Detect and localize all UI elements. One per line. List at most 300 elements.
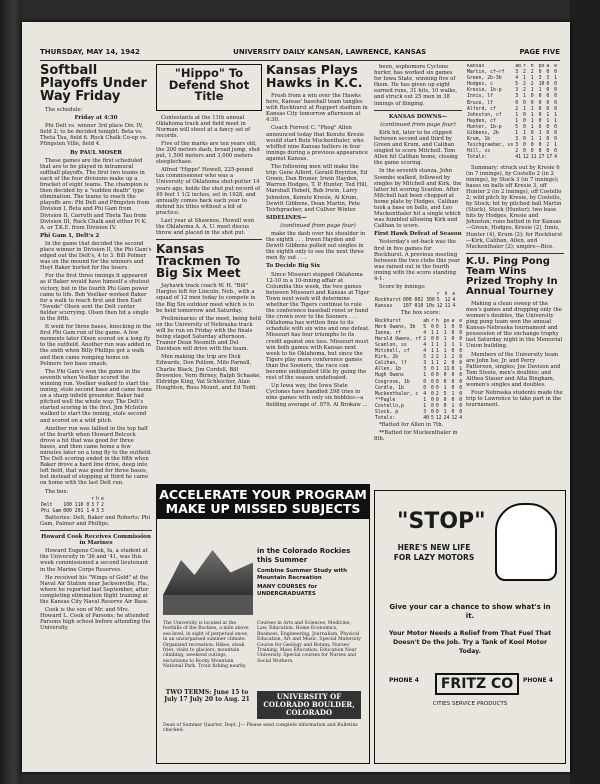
table-cell: 1 (443, 385, 447, 391)
table-cell: 0 (554, 100, 558, 106)
table-cell: 0 (523, 149, 526, 155)
table-cell: 11 (443, 367, 450, 373)
table-cell: 1 (538, 137, 542, 143)
table-cell: Herb Owens, 3b (375, 324, 416, 330)
text: The following men will make the trip: Gene Alford, Gerald Boynton, Ed Green, Dan Bruner, Irwin Hayden, Warren Hodges, T. P. Hunter, Ted Hill, Marshall Hobelt, Bob Irwin, Larry Johnston, Kenute Kresie, Al Krum, Dewitt Gibbens, Dean Martin, Pete Teichgraeber, and Cullver Winter. (266, 164, 368, 213)
table-cell: 1 (554, 143, 558, 149)
table-cell: 0 (431, 409, 434, 415)
table-cell: 0 (554, 124, 558, 130)
table-cell: 1 (431, 361, 434, 367)
text: Up Iowa way, the Iowa State Cyclones have handled 298 tries in nine games with only six bobbles—a fielding average of .979. Al Brokaw ... (266, 383, 368, 408)
table-cell: 4 (459, 416, 462, 422)
table-cell: 1 (554, 112, 558, 118)
table-cell: 1 (530, 106, 534, 112)
subhead: Phi Gam 1, Delt's 2 (40, 232, 100, 239)
ad-relief: Your Motor Needs a Relief from That Fuel That Doesn't Do the Job. Try a Tank of Kool Motor Today. (388, 630, 552, 655)
table-cell: Totals: (375, 416, 396, 422)
table-cell: 12 (523, 155, 529, 161)
text: Alfred "Hippo" Howell, 225-pound tax commissioner who was a University of Oklahoma shot-putter 14 years ago, holds the shot put record of 49 feet 1 1/2 inches, set in 1928, and annually comes back each year to defend his titles without a bit of practice. (156, 167, 261, 216)
table-cell: 0 (459, 336, 462, 342)
table-cell: Mitchell, cf (375, 349, 410, 355)
table-cell: Costello,p (375, 403, 404, 409)
text: He received his "Wings of Gold" at the Naval Air Station near Jacksonville, Fla., where he reported last September, after completing elimination flight training at the Kansas City Naval Reserve Air Base. (40, 574, 150, 606)
table-cell: 0 (431, 367, 434, 373)
table-cell: 0 (423, 385, 427, 391)
table-cell: 1 (443, 330, 447, 336)
table-cell: 24 (443, 416, 450, 422)
table-row: Kansas 107 010 10x 12 11 4 (375, 304, 456, 310)
book-spine (0, 0, 22, 784)
table-cell: Allen, 1b (375, 367, 401, 373)
table-cell: 41 (515, 155, 521, 161)
table-cell: 17 (546, 155, 553, 161)
subhead-note: (continued from page four) (380, 121, 456, 128)
table-cell: 0 (554, 82, 558, 88)
table-cell: 1 (423, 397, 427, 403)
masthead-page: PAGE FIVE (519, 48, 560, 56)
table-cell: 0 (435, 336, 439, 342)
table-cell: po (538, 64, 545, 69)
text: These games are the first scheduled that are to be played in intramural softball playoffs. The first two teams in each of the four divisions make up a bracket of eight teams. The champion is then decided by a "sudden death" type elimination. The teams to reach the playoffs are: Phi Delt and Pfingsten from Division I, Beta and Phi Gam from Division II, Carruth and Theta Tau from Division III, Rock Chalk and either Pi K. A. or T.K.E. from Division IV. (40, 157, 150, 231)
table-row: r h e (91, 496, 104, 502)
table-cell: 0 (459, 373, 462, 379)
table-cell: 1 (523, 76, 526, 82)
table-cell: 1 (435, 349, 439, 355)
ad-brand: FRITZ CO (435, 673, 519, 695)
subhead-note: (continued from page four) (280, 222, 356, 229)
text: Kirk hit, later to be clipped between second and third by Green and Krum, and Calihan singled to score Mitchell. Tom Allen hit Calihan home, closing the game scoring. (374, 129, 458, 167)
table-cell: 0 (451, 373, 455, 379)
text: The Phi Gam's won the game in the seventh when Voelker scored the winning run. Voelker walked to start the inning, stole second base and came home on a sharp infield grounder. Baker had pitched well the whole way. The Delt's started scoring in the first. Jim McIntire walked to start the inning, stole second and scored on a wild pitch. (40, 368, 152, 424)
table-cell: 10 (538, 82, 545, 88)
table-cell: 0 (530, 100, 534, 106)
text: Men making the trip are Dick Edwards, Don Pollom, Milo Parnell, Charlie Black, Jim Cordell, Bill Brownlee, Vern Birney, Ralph Schaake, Eldridge King, Val Schleicher, Alan Houghton, Russ Mount, and Ed Todd. (156, 354, 262, 391)
table-cell: 0 (451, 324, 455, 330)
table-cell: 0 (546, 100, 550, 106)
ad-colorado-line: in the Colorado Rockies this Summer (257, 547, 351, 564)
table-cell: 0 (554, 137, 558, 143)
table-cell: 2 (515, 106, 519, 112)
text: Coach Forrest C. "Phog" Allen announced today that Kenute Kresie would start Butz Muckenthaler, who whiffed nine Kansas batters in four innings during a previous appearance against Kansas. (266, 125, 368, 162)
rockhurst-box-table (374, 319, 462, 423)
masthead-date: THURSDAY, MAY 14, 1942 (40, 48, 140, 56)
table-cell: 3 (515, 88, 519, 94)
table-cell: 0 (431, 324, 434, 330)
headline-ping-pong: K.U. Ping Pong Team Wins Prized Trophy In Annual Tourney (466, 255, 558, 297)
table-cell: 3 (515, 137, 519, 143)
table-cell: 0 (459, 349, 462, 355)
table-cell: Calihan, lf (375, 361, 407, 367)
table-cell: 1 (538, 131, 542, 137)
ad-coupon: Dean of Summer Quarter, Dept. J— Please send complete information and Bulletins checked: (163, 723, 358, 734)
text: In the seventh stanza, John Soombs walked, followed by singles by Mitchell and Kirk, the latter hit scoring Scanlon. After Mitchell had been chopped at home plate by Hodges, Calihan took a base on balls, and Leo Muckenthaler hit a single which was fumbled allowing Kirk and Calihan to score. (374, 168, 462, 230)
hippo-box (156, 64, 262, 111)
table-cell: 0 (523, 112, 526, 118)
table-cell: h (435, 318, 439, 324)
ad-stop: "STOP" (397, 509, 486, 534)
table-cell: 3 (515, 70, 519, 76)
table-cell: 0 (435, 409, 439, 415)
table-cell: Kansas (467, 64, 485, 69)
table-cell: 0 (546, 94, 550, 100)
table-cell: 5 (431, 416, 434, 422)
headline-trackmen: Kansas Trackmen To Big Six Meet (156, 242, 241, 281)
text: Five of the marks are ten years old, the 200 meters dash, broad jump, shot put, 1,500 meters and 3,000 meters steeplechase. (156, 140, 261, 166)
subhead: KANSAS DOWNS— (388, 113, 448, 120)
headline-hippo: "Hippo" To Defend Shot Title (168, 66, 250, 103)
table-cell: 2 (443, 361, 447, 367)
table-cell: 1 (443, 342, 447, 348)
table-cell: 0 (459, 330, 462, 336)
table-cell: 1 (435, 342, 439, 348)
table-cell: 0 (431, 403, 434, 409)
text: Contestants at the 11th annual Oklahoma track and field meet in Norman will shoot at a fancy set of records. (156, 114, 251, 139)
table-cell: 0 (459, 385, 462, 391)
table-cell: 11 (530, 155, 537, 161)
divider (374, 110, 462, 111)
column-1 (40, 64, 152, 764)
box-score-table (40, 497, 105, 515)
table-cell: Harold Owens, rf (375, 336, 422, 342)
table-cell: 2 (523, 70, 526, 76)
table-cell: 1 (530, 88, 534, 94)
table-cell: 2 (523, 88, 526, 94)
ad-colorado-text (257, 547, 355, 597)
text: Howard Eugene Cook, fa, a student at the University in '36 and '41, was this week commissioned a second lieutenant in the Marine Corps Reserves. (40, 548, 149, 573)
table-cell: 12 (451, 416, 458, 422)
table-cell: Gibbens, 2b (467, 131, 499, 137)
table-cell: 4 (423, 330, 427, 336)
table-cell: 0 (443, 373, 447, 379)
table-cell: 0 (546, 124, 550, 130)
table-cell: 0 (459, 324, 462, 330)
table-cell: 1 (554, 118, 558, 124)
table-cell: 0 (451, 385, 455, 391)
divider (156, 239, 262, 240)
subhead: First Hawk Defeat of Season (374, 231, 462, 238)
table-row (466, 155, 558, 161)
table-cell: 6 (538, 124, 542, 130)
kansas-box-table (466, 64, 558, 162)
table-cell: Muckenthaler, c (375, 391, 419, 397)
table-cell: 0 (435, 403, 439, 409)
table-cell: Kresie, 1b-p (467, 88, 502, 94)
table-cell: 0 (459, 391, 462, 397)
table-cell: 0 (515, 100, 519, 106)
table-cell: h (530, 64, 534, 69)
table-cell: 1 (423, 373, 427, 379)
table-cell: 4 (515, 76, 519, 82)
table-cell: Hill, ss (467, 149, 491, 155)
table-row: Phi Gam 000 201 1 4 3 3 (41, 508, 104, 514)
table-cell: 0 (459, 409, 462, 415)
mountain-illustration (163, 545, 253, 595)
table-cell: 27 (538, 155, 545, 161)
table-cell: Alford, cf (467, 106, 496, 112)
table-cell: 2 (423, 336, 427, 342)
text: make the dash over his shoulder in the eighth . . . Irwen Hayden and Dewitt Gibbens pulled out singles in the eighth only to see the next three men fly out . . . (266, 230, 366, 262)
table-cell: 0 (523, 118, 526, 124)
table-cell: Totals: (467, 155, 488, 161)
building-illustration (163, 595, 253, 615)
table-cell: 40 (423, 416, 429, 422)
table-cell: 0 (443, 379, 447, 385)
text: The box: (45, 488, 69, 495)
ad-courses: Courses in Arts and Sciences, Medicine, Law, Education, Home Economics, Business, Engineering, Journalism, Physical Education, Art and Music. Special Maternity Course for Geology and Botany, Nurses' Training, Mass Education. Education Near University. Special courses for Nurses and Social Workers. (257, 621, 362, 664)
table-cell: 12 (435, 416, 442, 422)
table-cell: 0 (554, 70, 558, 76)
table-cell: 0 (435, 324, 439, 330)
table-cell: 3 (515, 94, 519, 100)
table-cell: 3 (423, 361, 427, 367)
table-cell: 3 (538, 76, 542, 82)
table-cell: 1 (431, 330, 434, 336)
table-cell: 0 (530, 143, 534, 149)
text: In the game that decided the second place winner in Division II, the Phi Gam's edged out the Delt's, 4 to 3. Bill Polmer was on the mound for the winners and Hoyt Baker hurled for the losers. (40, 240, 152, 272)
table-cell: 0 (459, 361, 462, 367)
ad-phone-right: PHONE 4 (523, 677, 553, 684)
table-cell: Martin, cf—rf (467, 70, 505, 76)
divider (466, 253, 564, 254)
table-cell: r (431, 318, 434, 324)
table-cell: 1 (546, 112, 550, 118)
table-cell: 0 (443, 397, 447, 403)
note: *Batted for Allen in 7th. (379, 422, 444, 429)
table-cell: 1 (423, 403, 427, 409)
table-cell: Hugh Owens (375, 373, 404, 379)
table-cell: a (546, 64, 550, 69)
table-cell: 0 (451, 367, 455, 373)
table-row: Delt 100 110 0 3 7 2 (41, 502, 104, 508)
column-5 (466, 64, 564, 484)
table-cell: 4 (554, 155, 558, 161)
table-cell: 1 (530, 76, 534, 82)
table-cell: 0 (546, 131, 550, 137)
table-cell: 3 (423, 367, 427, 373)
column-3 (266, 64, 370, 482)
table-cell: 3 (546, 76, 550, 82)
table-cell: 0 (459, 355, 462, 361)
text: Since Missouri stopped Oklahoma 12-10 in a 10-inning affair at Columbia this week, the two games between Missouri and Kansas at Tiger Town next week will determine whether the Tigers continue to rule the conference baseball roost or hand the crown over to the Sooners . . . Oklahoma has written finis to its schedule with six wins and one defeat. Missouri has four triumphs to its credit against one loss. Missouri must win both games with Kansas next week to tie Oklahoma, but since the Tigers play more conference games than the Sooners, the race can become undisputed title by going the rest of the season undefeated. (266, 271, 370, 382)
table-cell: 0 (459, 379, 462, 385)
text: Members of the University team are John Ise, Jr. and Perry Patterson, singles; Joe Davison and Tom Steele, men's doubles; and Althea Stauer and Alta Bingham, women's singles and doubles. (466, 351, 561, 389)
table-cell: 1 (459, 342, 462, 348)
table-cell: 0 (451, 330, 455, 336)
column-2 (156, 64, 262, 484)
subhead: SIDELINES— (266, 214, 307, 221)
table-cell: Rockhurst (375, 318, 401, 324)
table-cell: 1 (515, 118, 519, 124)
table-cell: 5 (423, 324, 427, 330)
table-cell: 1 (459, 367, 462, 373)
headline-kansas-plays: Kansas Plays Hawks in K.C. (266, 64, 363, 90)
column-4 (374, 64, 462, 484)
table-cell: 1 (546, 118, 550, 124)
table-cell: 0 (538, 143, 542, 149)
table-cell: 1 (443, 336, 447, 342)
table-cell: 0 (546, 137, 550, 143)
fritz-co-ad (374, 490, 566, 764)
note: **Batted for Muckenthaler in 8th. (374, 430, 458, 443)
text: Yesterday's set-back was the first in five games for Rockhurst. A previous meeting between the two clubs this year was rained out in the fourth inning with the score standing 4-1. (374, 239, 460, 282)
table-cell: 1 (523, 131, 526, 137)
table-cell: **Pagle (375, 397, 396, 403)
table-cell: a (451, 318, 455, 324)
table-cell: Krum, 1b (467, 137, 491, 143)
text: Four Nebraska students made the trip to Lawrence to take part in the tournament. (466, 390, 563, 409)
ad-headline: ACCELERATE YOUR PROGRAM MAKE UP MISSED SUBJECTS (157, 485, 369, 519)
score-by-innings-table (374, 292, 456, 310)
masthead-paper: UNIVERSITY DAILY KANSAN, LAWRENCE, KANSAS (233, 48, 427, 56)
table-cell: Green, 2b-3b (467, 76, 502, 82)
table-cell: 0 (423, 379, 427, 385)
table-cell: 5 (515, 82, 519, 88)
text: Jayhawk track coach W. H. "Bill" Hargiss left for Lincoln, Neb., with a squad of 12 men today to compete in the Big Six outdoor meet which is to be held tomorrow and Saturday. (156, 283, 256, 314)
ad-body: The University is located at the foothills of the Rockies, a mile above sea level, in sight of perpetual snow, in an unsurpassed summer climate. Organized recreation: Hikes, steak fries, visits to glaciers, mountain climbing, weekend outings, excursions to Rocky Mountain National Park. Trout fishing nearby. (163, 621, 249, 670)
table-cell: 0 (451, 379, 455, 385)
table-cell: Slock, p (375, 409, 399, 415)
table-cell: 0 (459, 397, 462, 403)
table-cell: e (459, 318, 462, 324)
table-cell: 1 (443, 349, 447, 355)
text: Score by innings: (379, 284, 426, 291)
table-cell: 0 (546, 149, 550, 155)
table-cell: Johnston, cf (467, 112, 502, 118)
table-cell: 0 (451, 397, 455, 403)
table-cell: 0 (451, 349, 455, 355)
table-cell: 4 (423, 391, 427, 397)
table-cell: 0 (538, 70, 542, 76)
text: Phi Delt vs. winner 3rd place Div. IV, field 2; to be decided tonight; Beta vs. Theta Tau, field 6. Rock Chalk Co-op vs. Pfingsten Ville, field 4. (40, 123, 148, 148)
text: Preliminaries of the meet, being held on the University of Nebraska track will be run on Friday with the finals being staged Saturday afternoon. Trainer Dean Nesmith and Del Davidson will drive with the team. (156, 315, 261, 353)
table-cell: 1 (431, 342, 434, 348)
table-cell: Bruce, lf (467, 100, 493, 106)
table-cell: 0 (523, 124, 526, 130)
table-cell: ab (515, 64, 521, 69)
text: Making a clean sweep of the men's games and dropping only the women's doubles, the University ping pong team won the annual Kansas-Nebraska tournament and possession of the exchange trophy last Saturday night in the Memorial Union building. (466, 300, 563, 350)
hand-icon (495, 503, 557, 581)
table-cell: Ianna, rf (375, 330, 401, 336)
table-cell: 1 (530, 124, 534, 130)
table-cell: Scanlon, ss (375, 342, 407, 348)
table-cell: 3 (515, 143, 519, 149)
table-cell: 0 (538, 94, 542, 100)
table-cell: 0 (546, 106, 550, 112)
ad-many-line: MANY COURSES for UNDERGRADUATES (257, 584, 318, 597)
table-cell: 0 (435, 373, 439, 379)
table-cell: 2 (435, 391, 439, 397)
table-cell: 1 (538, 88, 542, 94)
table-cell: 1 (523, 94, 526, 100)
table-cell: 0 (554, 94, 558, 100)
subhead: Friday at 4:30 (74, 115, 118, 122)
table-cell: 1 (515, 131, 519, 137)
text: Fresh from a win over the Hawks here, Kansas' baseball team tangles with Rockhurst at Ruppert stadium in Kansas City tomorrow afternoon at 4:30. (266, 93, 368, 124)
table-cell: 1 (443, 324, 447, 330)
table-cell: 1 (435, 330, 439, 336)
byline: By PAUL MOSER (70, 149, 122, 156)
table-cell: 2 (515, 149, 519, 155)
text: The schedule: (45, 107, 83, 113)
table-cell: 2 (435, 355, 439, 361)
text: Last year at Shawnee, Howell won the Oklahoma A. A. U. meet discus throw and placed in the shot put. (156, 218, 255, 237)
table-cell: Hayden, cf (467, 118, 496, 124)
table-cell: 0 (431, 379, 434, 385)
table-cell: 1 (515, 112, 519, 118)
colorado-ad (156, 484, 370, 764)
table-cell: 1 (523, 106, 526, 112)
ad-new-life: HERE'S NEW LIFE FOR LAZY MOTORS (393, 543, 475, 562)
table-cell: 0 (431, 373, 434, 379)
divider (40, 530, 152, 531)
table-cell: po (443, 318, 450, 324)
text: The box score: (400, 310, 441, 317)
text: Batteries: Delt, Baker and Roberts; Phi Gam, Palmer and Phillips. (40, 514, 151, 527)
table-cell: 1 (451, 342, 455, 348)
table-cell: 0 (523, 137, 526, 143)
table-cell: 3 (423, 409, 427, 415)
ad-university: UNIVERSITY OF COLORADO BOULDER, COLORADO (257, 691, 361, 719)
table-cell: 5 (423, 355, 427, 361)
table-cell: 2 (530, 70, 534, 76)
text: Summary: struck out by Kresie 6 (in 7 innings), by Costello 2 (in 2 innings), by Stock 3 (in 7 innings); bases on balls off Kresie 3, off Hunter 2 (in 2 innings), off Costello 2; wild pitch by Kresie, by Costello, by Stock; hit by pitched ball Martin (Stock), Stock (Hunter); two base hits by Hodges, Kresie and Johnston; runs batted in for Kansas—Green, Hodges, Kresie (2), Innis, Hunter (4), Krum (2); for Rockhurst—Kirk, Calihan, Allen, and Muckenthaler (2); umpire—Bice. (466, 164, 563, 250)
table-cell: 4 (423, 349, 427, 355)
table-cell: 0 (435, 385, 439, 391)
table-cell: 0 (431, 385, 434, 391)
table-cell: 1 (530, 137, 534, 143)
table-cell: 2 (546, 143, 550, 149)
table-cell: 0 (554, 149, 558, 155)
text: For the first three innings it appeared as if Baker would have himself a shutout victory, but in the fourth Phi Gam power came to life. Bob Voelker worked Baker for a walk to reach first and then Earl "Swede" Olsen sent the Delt center fielder scurrying. Olsen then hit a single in the fifth. (40, 273, 150, 322)
ad-cities: CITIES SERVICE PRODUCTS (432, 701, 508, 707)
table-cell: Cosgrove, 1b (375, 379, 410, 385)
table-cell: 1 (443, 355, 447, 361)
table-cell: 0 (546, 82, 550, 88)
table-cell: 0 (443, 403, 447, 409)
table-cell: 1 (451, 391, 455, 397)
table-cell: 1 (451, 403, 455, 409)
table-cell: 0 (538, 100, 542, 106)
table-cell: Hunter, 1b-p (467, 124, 502, 130)
table-cell: 0 (538, 106, 542, 112)
table-cell: 2 (523, 82, 526, 88)
table-cell: 1 (435, 361, 439, 367)
table-cell: 0 (431, 397, 434, 403)
scan-background (570, 0, 600, 784)
ad-terms: TWO TERMS: June 15 to July 17 July 20 to Aug. 21 (164, 689, 250, 703)
table-cell: Innis, lf (467, 94, 493, 100)
table-cell: 0 (523, 100, 526, 106)
table-cell: 1 (435, 367, 439, 373)
table-cell: 2 (431, 355, 434, 361)
table-cell: 1 (431, 349, 434, 355)
table-cell: 0 (546, 88, 550, 94)
table-cell: 1 (530, 118, 534, 124)
table-cell: 0 (554, 131, 558, 137)
table-cell: Kirk, 2b (375, 355, 399, 361)
table-cell: 0 (554, 88, 558, 94)
masthead (40, 48, 560, 61)
table-cell: 0 (538, 118, 542, 124)
table-cell: 0 (451, 409, 455, 415)
ad-give: Give your car a chance to show what's in it. (389, 603, 551, 620)
table-cell: Cordle, 1b (375, 385, 404, 391)
table-cell: 0 (431, 336, 434, 342)
text: It went for three bases, knocking in the first Phi Gam run of the game. A few moments later Olsen scored on a long fly to the outfield. Another run was added in the sixth when Billy Phillips got a walk and then came romping home on Polmers two base smash. (40, 324, 152, 367)
table-cell: 1 (554, 76, 558, 82)
table-cell: r (523, 64, 526, 69)
table-cell: 0 (530, 149, 534, 155)
